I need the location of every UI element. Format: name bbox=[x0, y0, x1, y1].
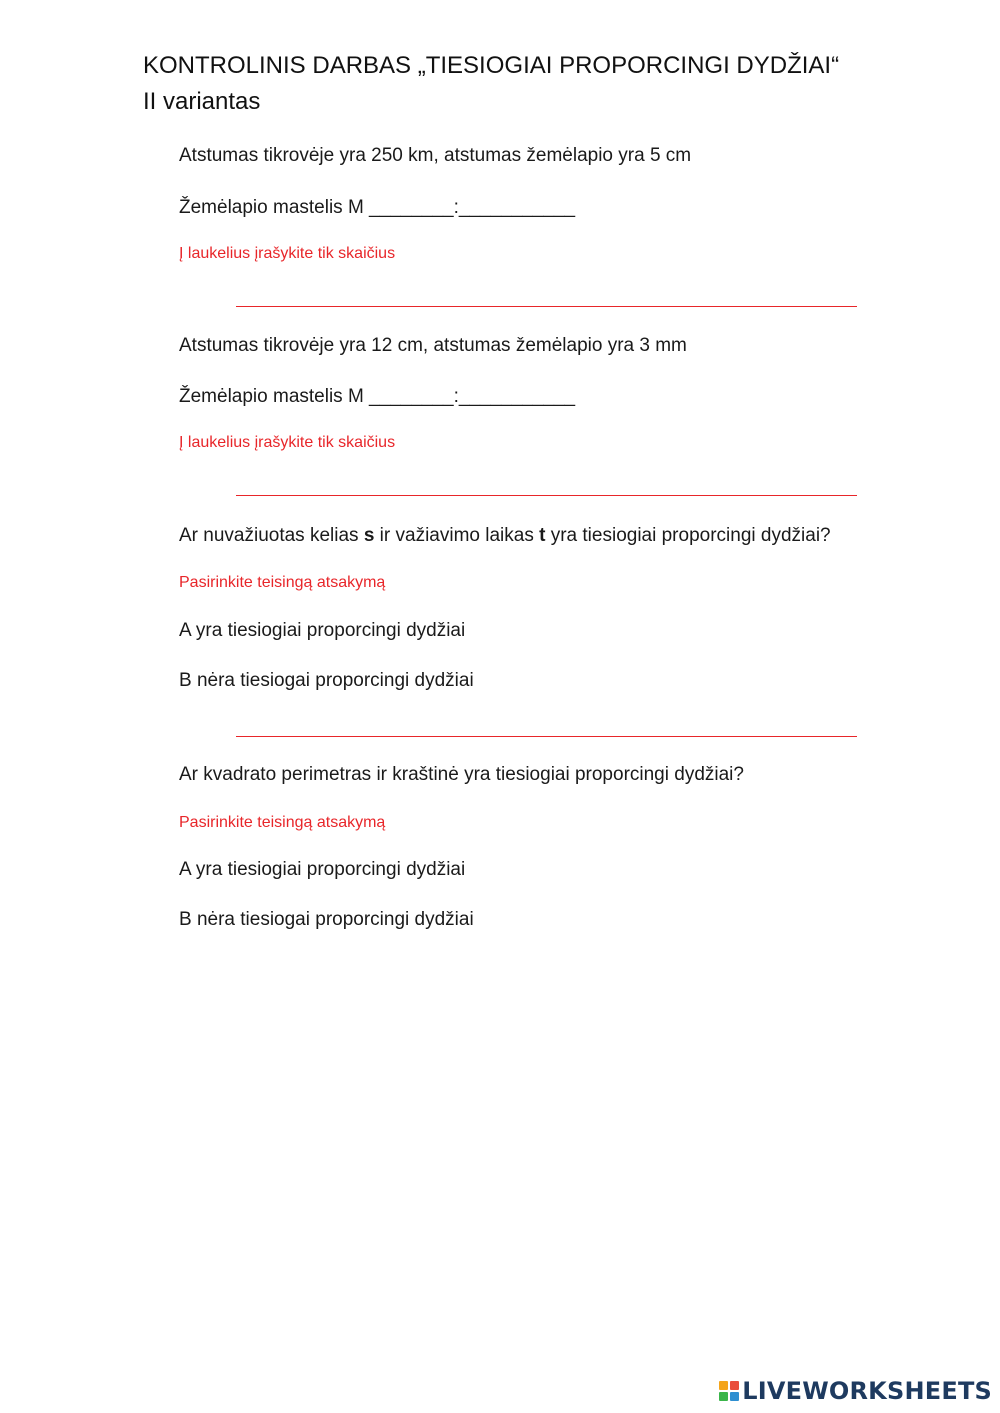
question-4-option-a[interactable]: A yra tiesiogiai proporcingi dydžiai bbox=[179, 859, 466, 880]
question-1-hint: Į laukelius įrašykite tik skaičius bbox=[179, 245, 396, 262]
question-3-option-b[interactable]: B nėra tiesiogai proporcingi dydžiai bbox=[179, 670, 474, 691]
question-2-scale-input-line[interactable]: Žemėlapio mastelis M ________:___________ bbox=[179, 386, 576, 407]
question-4-hint: Pasirinkite teisingą atsakymą bbox=[179, 814, 386, 831]
question-3-text-part: ir važiavimo laikas bbox=[374, 525, 540, 546]
question-3-text bbox=[179, 525, 831, 547]
logo-block bbox=[730, 1392, 739, 1401]
question-2-hint: Į laukelius įrašykite tik skaičius bbox=[179, 434, 396, 451]
logo-block bbox=[730, 1381, 739, 1390]
logo-block bbox=[719, 1392, 728, 1401]
variable-t: t bbox=[539, 525, 546, 546]
question-3-text-part: yra tiesiogiai proporcingi dydžiai? bbox=[545, 525, 831, 546]
question-1-text: Atstumas tikrovėje yra 250 km, atstumas žemėlapio yra 5 cm bbox=[179, 145, 692, 166]
question-3-hint: Pasirinkite teisingą atsakymą bbox=[179, 574, 386, 591]
question-4-text: Ar kvadrato perimetras ir kraštinė yra tiesiogiai proporcingi dydžiai? bbox=[179, 764, 744, 785]
logo-block bbox=[719, 1381, 728, 1390]
question-3-text-part: Ar nuvažiuotas kelias bbox=[179, 525, 364, 546]
question-4-option-b[interactable]: B nėra tiesiogai proporcingi dydžiai bbox=[179, 909, 474, 930]
separator-line bbox=[236, 495, 857, 496]
logo-text: LIVEWORKSHEETS bbox=[742, 1377, 992, 1405]
worksheet-title: KONTROLINIS DARBAS „TIESIOGIAI PROPORCINGI DYDŽIAI“ bbox=[143, 52, 840, 79]
separator-line bbox=[236, 736, 857, 737]
question-3-option-a[interactable]: A yra tiesiogiai proporcingi dydžiai bbox=[179, 620, 466, 641]
logo-blocks-icon bbox=[719, 1381, 739, 1401]
variant-label: II variantas bbox=[143, 88, 261, 115]
question-2-text: Atstumas tikrovėje yra 12 cm, atstumas žemėlapio yra 3 mm bbox=[179, 335, 687, 356]
separator-line bbox=[236, 306, 857, 307]
variable-s: s bbox=[363, 525, 375, 546]
question-1-scale-input-line[interactable]: Žemėlapio mastelis M ________:___________ bbox=[179, 197, 576, 218]
liveworksheets-logo bbox=[719, 1378, 992, 1404]
